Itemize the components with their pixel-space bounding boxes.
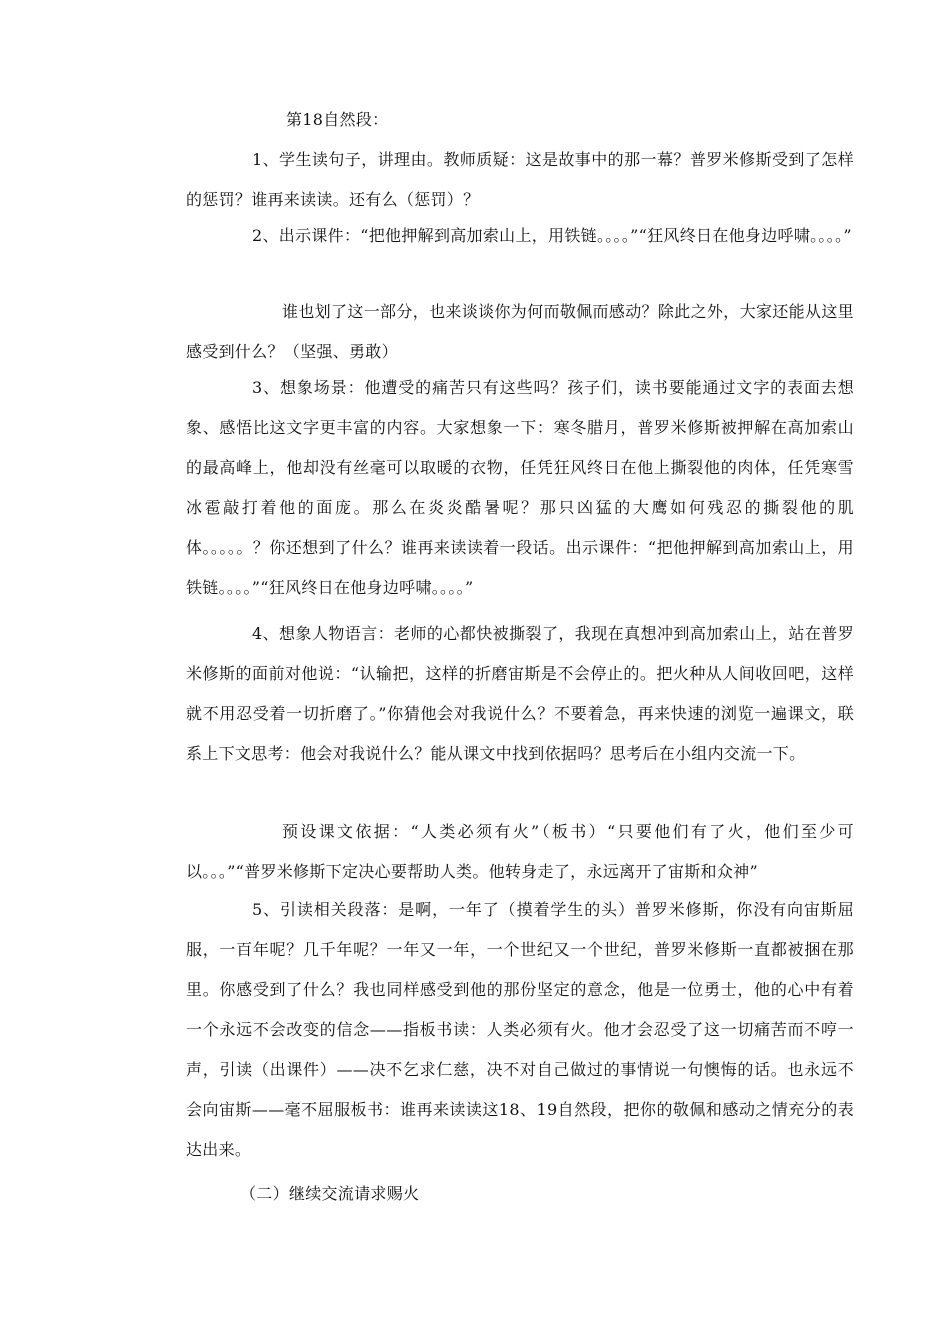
paragraph-7: 5、引读相关段落：是啊，一年了（摸着学生的头）普罗米修斯，你没有向宙斯屈服，一百年呢？几千年呢？一年又一年，一个世纪又一个世纪，普罗米修斯一直都被捆在那里。你感受到了什么？我也同样感受到他的那份坚定的意念，他是一位勇士，他的心中有着一个永远不会改变的信念——指板书读：人类必须有火。他才会忍受了这一切痛苦而不哼一声，引读（出课件）——决不乞求仁慈，决不对自己做过的事情说一句懊悔的话。也永远不会向宙斯——毫不屈服板书：谁再来读读这18、19自然段，把你的敬佩和感动之情充分的表达出来。 — [186, 900, 854, 1159]
section-title: （二）继续交流请求赐火 — [240, 1184, 420, 1203]
paragraph-2: 2、出示课件：“把他押解到高加索山上，用铁链。。。。”“狂风终日在他身边呼啸。。。。” — [252, 226, 852, 245]
paragraph-heading: 第18自然段： — [286, 110, 389, 129]
paragraph-5: 4、想象人物语言：老师的心都快被撕裂了，我现在真想冲到高加索山上，站在普罗米修斯的面前对他说：“认输把，这样的折磨宙斯是不会停止的。把火种从人间收回吧，这样就不用忍受着一切折磨了。”你猜他会对我说什么？不要着急，再来快速的浏览一遍课文，联系上下文思考：他会对我说什么？能从课文中找到依据吗？思考后在小组内交流一下。 — [186, 624, 854, 763]
paragraph-6: 预设课文依据：“人类必须有火”（板书）“只要他们有了火，他们至少可以。。。”“普罗米修斯下定决心要帮助人类。他转身走了，永远离开了宙斯和众神” — [186, 822, 854, 881]
paragraph-4: 3、想象场景：他遭受的痛苦只有这些吗？孩子们，读书要能通过文字的表面去想象、感悟比这文字更丰富的内容。大家想象一下：寒冬腊月，普罗米修斯被押解在高加索山的最高峰上，他却没有丝毫可以取暖的衣物，任凭狂风终日在他上撕裂他的肉体，任凭寒雪冰雹敲打着他的面庞。那么在炎炎酷暑呢？那只凶猛的大鹰如何残忍的撕裂他的肌体。。。。。？你还想到了什么？谁再来读读着一段话。出示课件：“把他押解到高加索山上，用铁链。。。。”“狂风终日在他身边呼啸。。。。” — [186, 378, 854, 597]
paragraph-3: 谁也划了这一部分，也来谈谈你为何而敬佩而感动？除此之外，大家还能从这里感受到什么？（坚强、勇敢） — [186, 302, 854, 361]
paragraph-1: 1、学生读句子，讲理由。教师质疑：这是故事中的那一幕？普罗米修斯受到了怎样的惩罚？谁再来读读。还有么（惩罚）？ — [186, 150, 854, 209]
